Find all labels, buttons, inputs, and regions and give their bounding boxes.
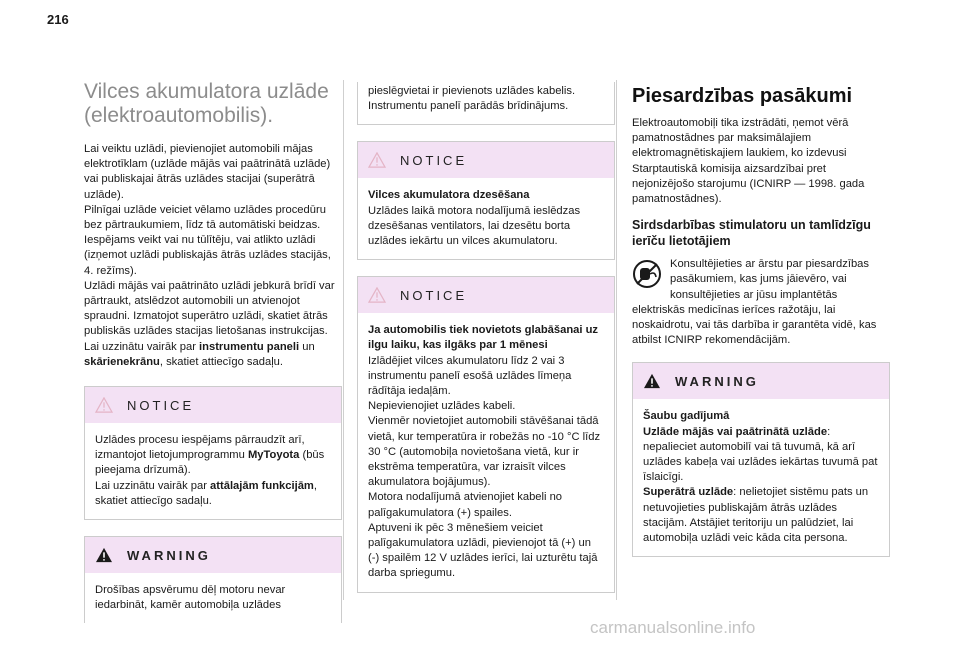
paragraph: Aptuveni ik pēc 3 mēnešiem veiciet palīgakumulatora uzlādi, pievienojot tā (+) un (-) spailēm 12 V uzlādes ierīci, lai uzturētu tajā darba spriegumu. bbox=[368, 521, 598, 580]
page-number: 216 bbox=[47, 12, 69, 27]
paragraph: Konsultējieties ar ārstu par piesardzības pasākumiem, kas jums jāievēro, vai konsultējieties ar jūsu implantētās elektriskās medicīnas ierīces ražotāju, lai noskaidrotu, vai tās darbība ir garantēta vidē, kas atbilst ICNIRP rekomendācijām. bbox=[632, 258, 877, 347]
paragraph: Motora nodalījumā atvienojiet kabeli no palīgakumulatora (+) spailes. bbox=[368, 491, 563, 519]
warning-title: WARNING bbox=[675, 373, 759, 389]
warning-body: Drošības apsvērumu dēļ motoru nevar iedarbināt, kamēr automobiļa uzlādes bbox=[95, 584, 286, 612]
text: : nepalieciet automobilī vai tā tuvumā, kā arī uzlādes kabeļa vai uzlādes iekārtas tuvumā pat īslaicīgi. bbox=[643, 425, 878, 484]
notice-body bbox=[85, 423, 341, 519]
intro-text bbox=[84, 142, 342, 370]
pacemaker-note bbox=[632, 257, 890, 348]
text: Uzlādes procesu iespējams pārraudzīt arī, izmantojot lietojumprogrammu bbox=[95, 434, 305, 462]
text: (būs pieejama drīzumā). bbox=[95, 449, 325, 477]
section-title bbox=[84, 80, 342, 128]
paragraph: Lai veiktu uzlādi, pievienojiet automobili mājas elektrotīklam (uzlāde mājās vai paātrinātā uzlāde) vai publiskajai ātrās uzlādes stacijai (superātrā uzlāde). bbox=[84, 143, 331, 201]
caution-triangle-icon bbox=[95, 397, 113, 413]
section-title-line1: Vilces akumulatora uzlāde bbox=[84, 80, 329, 103]
text: : nelietojiet sistēmu pats un netuvojieties publiskajām ātrās uzlādes stacijām. Atstājiet teritoriju un palūdziet, lai automobiļa uzlādi veic kāda cita persona. bbox=[643, 486, 869, 545]
text: , skatiet attiecīgo sadaļu. bbox=[95, 479, 317, 507]
column-2 bbox=[357, 82, 615, 593]
warning-triangle-icon bbox=[643, 373, 661, 389]
paragraph: Izlādējiet vilces akumulatoru līdz 2 vai 3 instrumentu panelī esošā uzlādes līmeņa rādītāja iedaļām. bbox=[368, 354, 572, 398]
paragraph bbox=[643, 485, 879, 546]
pacemaker-icon bbox=[632, 259, 662, 289]
text-bold: Superātrā uzlāde bbox=[643, 486, 734, 499]
warning-header bbox=[633, 363, 889, 399]
notice-body bbox=[358, 313, 614, 591]
watermark: carmanualsonline.info bbox=[590, 618, 756, 637]
text-bold: MyToyota bbox=[247, 449, 300, 462]
continued-box bbox=[357, 82, 615, 125]
column-divider bbox=[616, 80, 617, 600]
notice-body bbox=[358, 178, 614, 259]
warning-triangle-icon bbox=[95, 547, 113, 563]
paragraph: Uzlādi mājās vai paātrināto uzlādi jebkurā brīdī var pārtraukt, atslēdzot automobili un atvienojot spraudni. Izmatojot superātro uzlādi, skatiet ātrās publiskās uzlādes stacijas lietošanas instrukcijas. bbox=[84, 279, 335, 338]
column-1 bbox=[84, 80, 342, 623]
continued-text: pieslēgvietai ir pievienots uzlādes kabelis. Instrumentu panelī parādās brīdinājums. bbox=[368, 85, 576, 113]
subsection-title: Sirdsdarbības stimulatoru un tamlīdzīgu ierīču lietotājiem bbox=[632, 218, 871, 249]
notice-title: NOTICE bbox=[400, 152, 468, 168]
warning-title: WARNING bbox=[127, 547, 211, 563]
text-bold: Uzlāde mājās vai paātrinātā uzlāde bbox=[643, 425, 828, 438]
text: Lai uzzinātu vairāk par bbox=[84, 340, 200, 353]
caution-triangle-icon bbox=[368, 152, 386, 168]
warning-box bbox=[84, 536, 342, 623]
column-3 bbox=[632, 84, 890, 557]
paragraph: Nepievienojiet uzlādes kabeli. bbox=[368, 400, 516, 413]
section-title: Piesardzības pasākumi bbox=[632, 85, 853, 107]
caution-triangle-icon bbox=[368, 287, 386, 303]
notice-heading: Ja automobilis tiek novietots glabāšanai uz ilgu laiku, kas ilgāks par 1 mēnesi bbox=[368, 324, 599, 352]
notice-box bbox=[357, 141, 615, 260]
paragraph: Elektroautomobiļi tika izstrādāti, ņemot vērā pamatnostādnes par maksimālajiem elektromagnētiskajiem laukiem, ko izdevusi Starptautiskā komisija aizsardzībai pret nejonizējošo starojumu (ICNIRP — 1998. gada pamatnostādnes). bbox=[632, 117, 865, 206]
warning-box bbox=[632, 362, 890, 557]
warning-body bbox=[633, 399, 889, 556]
text: un bbox=[299, 340, 315, 353]
text-bold: skārienekrānu bbox=[84, 355, 160, 368]
notice-header bbox=[358, 277, 614, 313]
text: Lai uzzinātu vairāk par bbox=[95, 479, 211, 492]
notice-header bbox=[358, 142, 614, 178]
notice-header bbox=[85, 387, 341, 423]
warning-header bbox=[85, 537, 341, 573]
paragraph bbox=[84, 340, 342, 370]
notice-heading: Vilces akumulatora dzesēšana bbox=[368, 189, 530, 202]
notice-title: NOTICE bbox=[127, 397, 195, 413]
paragraph bbox=[643, 425, 879, 486]
notice-title: NOTICE bbox=[400, 287, 468, 303]
paragraph: Uzlādes laikā motora nodalījumā ieslēdzas dzesēšanas ventilators, lai dzesētu borta uzlādes iekārtu un vilces akumulatoru. bbox=[368, 204, 581, 248]
notice-box bbox=[357, 276, 615, 592]
text-bold: attālajām funkcijām bbox=[210, 479, 314, 492]
section-title-line2: (elektroautomobilis). bbox=[84, 104, 274, 127]
notice-box bbox=[84, 386, 342, 520]
paragraph: Iespējams veikt vai nu tūlītēju, vai atlikto uzlādi (izņemot uzlādi publiskajās ātrās uzlādes stacijās, 4. režīms). bbox=[84, 234, 331, 277]
paragraph: Vienmēr novietojiet automobili stāvēšanai tādā vietā, kur temperatūra ir robežās no -10 °C līdz 30 °C (automobiļa novietošana vietā, kur ir ekstrēma temperatūra, var izraisīt vilces akumulatora bojājumus). bbox=[368, 415, 601, 489]
warning-heading: Šaubu gadījumā bbox=[643, 410, 730, 423]
paragraph: Pilnīgai uzlāde veiciet vēlamo uzlādes procedūru bez pārtraukumiem, līdz tā automātiski beidzas. bbox=[84, 203, 326, 232]
text-bold: instrumentu paneli bbox=[199, 340, 300, 353]
text: , skatiet attiecīgo sadaļu. bbox=[159, 355, 284, 368]
column-divider bbox=[343, 80, 344, 600]
